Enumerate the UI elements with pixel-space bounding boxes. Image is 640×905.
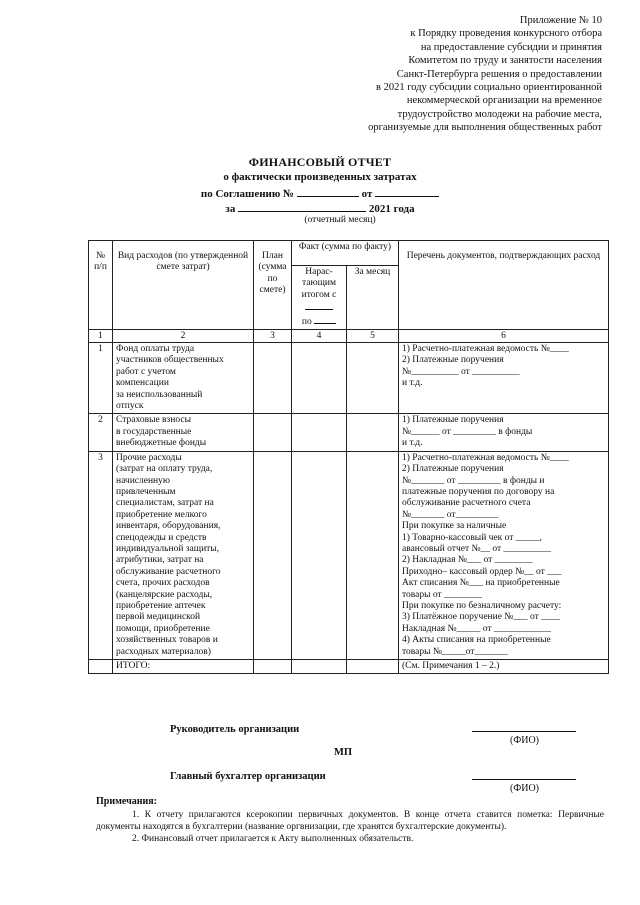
column-number: 3 xyxy=(254,330,292,343)
period-line xyxy=(0,201,640,215)
header-plan: План (сумма по смете) xyxy=(254,241,292,330)
row-fact-month-cell[interactable] xyxy=(347,343,399,414)
header-num: № п/п xyxy=(89,241,113,330)
total-plan-cell[interactable] xyxy=(254,660,292,674)
row-plan-cell[interactable] xyxy=(254,343,292,414)
period-month-field[interactable] xyxy=(238,201,366,212)
appendix-line: организуемые для выполнения общественных работ xyxy=(368,122,602,134)
row-expense: Прочие расходы (затрат на оплату труда, начисленную привлеченным специалистам, затрат на приобретение мелкого инвентаря, оборудования, спецодежды и средств индивидуальной защиты, атрибутики, затрат на обслуживание расчетного счета, прочих расходов (канцелярские расходы, приобретение аптечек первой медицинской помощи, приобретение хозяйственных товаров и расходных материалов) xyxy=(113,451,254,659)
notes-block xyxy=(96,809,604,845)
table-row xyxy=(89,343,609,414)
period-hint: (отчетный месяц) xyxy=(304,215,376,225)
row-fact-cumulative-cell[interactable] xyxy=(292,343,347,414)
appendix-line: в 2021 году субсидии социально ориентированной xyxy=(376,82,602,94)
appendix-line: Приложение № 10 xyxy=(519,15,602,26)
head-label: Руководитель организации xyxy=(170,724,300,735)
stamp-label: МП xyxy=(334,747,353,758)
head-signature-line[interactable] xyxy=(472,731,576,732)
row-docs: 1) Расчетно-платежная ведомость №____ 2) Платежные поручения №_______ от _________ в фонды и платежные поручения по договору на обслуживание расчетного счета №_______ от_________ При покупке за наличные 1) Товарно-кассовый чек от _____, авансовый отчет №__ от __________ 2) Накладная №___ от ________ Приходно– кассовый ордер №__ от ___ Акт списания №___ на приобретенные товары от ________ При покупке по безналичному расчету: 3) Платёжное поручение №___ от ____ Накладная №_____ от ____________ 4) Акты списания на приобретенные товары №_____от_______ xyxy=(399,451,609,659)
row-num: 1 xyxy=(89,343,113,414)
header-expense: Вид расходов (по утвержденной смете затрат) xyxy=(113,241,254,330)
appendix-line: к Порядку проведения конкурсного отбора xyxy=(410,28,602,40)
table-row xyxy=(89,451,609,659)
header-fact-month: За месяц xyxy=(347,266,399,330)
appendix-line: некоммерческой организации на временное xyxy=(406,95,602,107)
total-fact-cumulative-cell[interactable] xyxy=(292,660,347,674)
total-fact-month-cell[interactable] xyxy=(347,660,399,674)
column-number-row xyxy=(89,330,609,343)
row-docs: 1) Расчетно-платежная ведомость №____ 2) Платежные поручения №__________ от __________ и т.д. xyxy=(399,343,609,414)
note-item: 1. К отчету прилагаются ксерокопии первичных документов. В конце отчета ставится пометка: Первичные документы находятся в бухгалтерии (название оргвнизации, где хранятся бухгалтерские документы). xyxy=(96,810,604,832)
notes-title: Примечания: xyxy=(96,796,158,807)
table-header-row xyxy=(89,241,609,266)
row-num: 2 xyxy=(89,414,113,451)
row-expense: Фонд оплаты труда участников общественных работ с учетом компенсации за неиспользованный отпуск xyxy=(113,343,254,414)
column-number: 4 xyxy=(292,330,347,343)
column-number: 6 xyxy=(399,330,609,343)
row-plan-cell[interactable] xyxy=(254,451,292,659)
row-expense: Страховые взносы в государственные внебюджетные фонды xyxy=(113,414,254,451)
report-title: ФИНАНСОВЫЙ ОТЧЕТ xyxy=(248,155,392,169)
appendix-line: трудоустройство молодежи на рабочие места, xyxy=(397,108,602,120)
row-fact-month-cell[interactable] xyxy=(347,451,399,659)
period-prefix: за xyxy=(225,203,236,215)
row-fact-month-cell[interactable] xyxy=(347,414,399,451)
row-fact-cumulative-cell[interactable] xyxy=(292,414,347,451)
header-fact: Факт (сумма по факту) xyxy=(292,241,399,266)
agreement-number-field[interactable] xyxy=(297,186,359,197)
row-plan-cell[interactable] xyxy=(254,414,292,451)
appendix-block xyxy=(302,14,602,135)
head-fio-label: (ФИО) xyxy=(510,735,540,746)
appendix-line: на предоставление субсидии и принятия xyxy=(420,41,602,53)
appendix-line: Санкт-Петербурга решения о предоставлении xyxy=(396,68,602,80)
note-item: 2. Финансовый отчет прилагается к Акту выполненных обязательств. xyxy=(132,834,414,844)
accountant-fio-label: (ФИО) xyxy=(510,783,540,794)
row-num: 3 xyxy=(89,451,113,659)
column-number: 5 xyxy=(347,330,399,343)
accountant-signature-line[interactable] xyxy=(472,779,576,780)
header-fact-cumulative: Нарас-тающим итогом с по xyxy=(292,266,347,330)
column-number: 1 xyxy=(89,330,113,343)
header-docs: Перечень документов, подтверждающих расход xyxy=(399,241,609,330)
report-subtitle: о фактически произведенных затратах xyxy=(223,171,417,183)
agreement-date-field[interactable] xyxy=(375,186,439,197)
appendix-line: Комитетом по труду и занятости населения xyxy=(408,55,602,67)
agreement-prefix: по Соглашению № xyxy=(200,188,295,200)
row-fact-cumulative-cell[interactable] xyxy=(292,451,347,659)
agreement-from: от xyxy=(361,188,373,200)
financial-report-table xyxy=(88,240,609,674)
total-label: ИТОГО: xyxy=(113,660,254,674)
row-docs: 1) Платежные поручения №______ от _________ в фонды и т.д. xyxy=(399,414,609,451)
period-year: 2021 года xyxy=(368,203,415,215)
column-number: 2 xyxy=(113,330,254,343)
total-docs: (См. Примечания 1 – 2.) xyxy=(399,660,609,674)
agreement-line xyxy=(0,186,640,200)
accountant-label: Главный бухгалтер организации xyxy=(170,771,326,782)
table-row xyxy=(89,414,609,451)
total-row xyxy=(89,660,609,674)
